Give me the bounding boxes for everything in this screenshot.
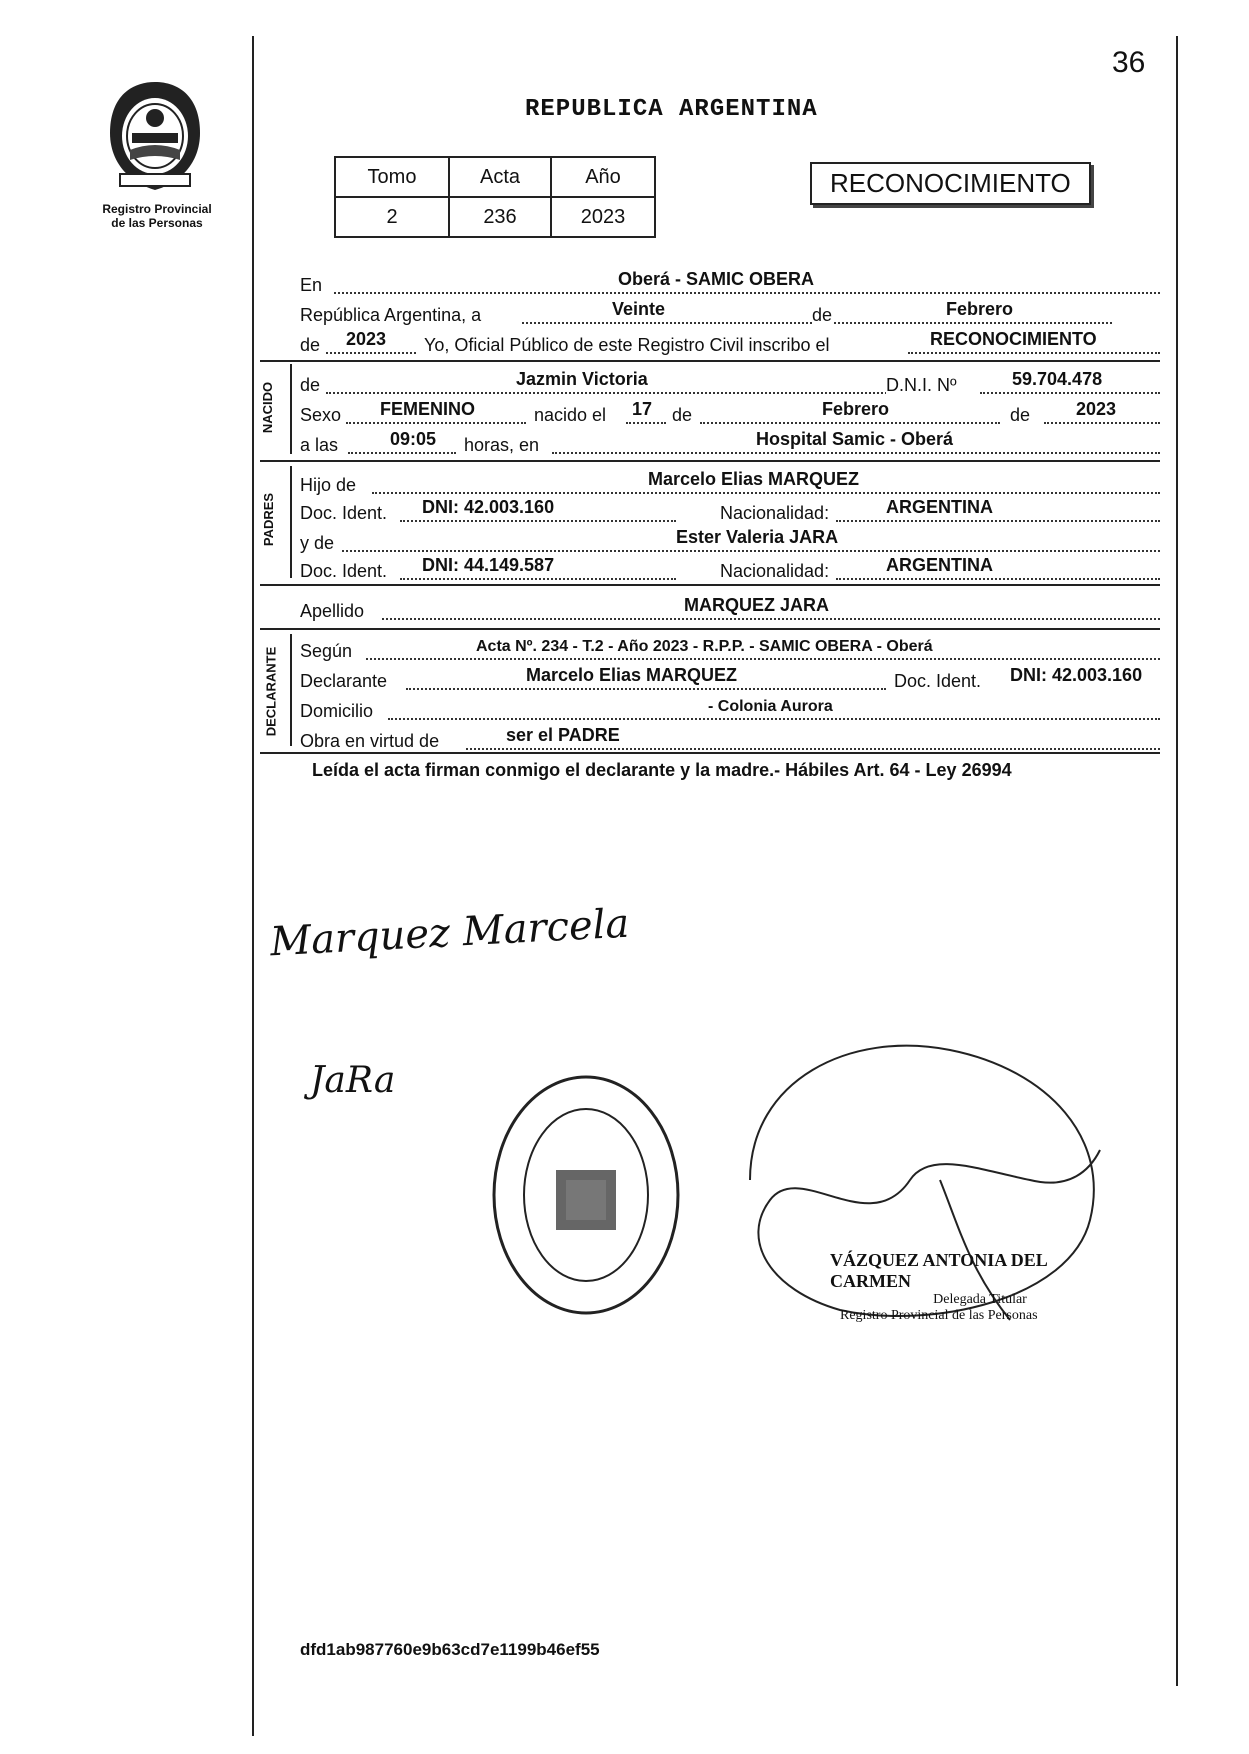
closing-note: Leída el acta firman conmigo el declarante y la madre.- Hábiles Art. 64 - Ley 26994 bbox=[312, 760, 1012, 780]
segun-label: Según bbox=[300, 641, 353, 661]
anio-header: Año bbox=[551, 157, 655, 197]
dni-label: D.N.I. Nº bbox=[886, 375, 957, 395]
row-sexo bbox=[300, 398, 1160, 428]
tomo-value: 2 bbox=[335, 197, 449, 237]
shield-emblem-icon bbox=[100, 78, 210, 198]
record-table bbox=[334, 156, 656, 238]
declarante-bottom-line bbox=[260, 752, 1160, 754]
hijo-label: Hijo de bbox=[300, 475, 357, 495]
birth-day-value: 17 bbox=[632, 399, 653, 419]
official-office: Registro Provincial de las Personas bbox=[840, 1308, 1038, 1323]
rep-label: República Argentina, a bbox=[300, 305, 482, 325]
row-mother-doc bbox=[300, 554, 1160, 584]
row-segun bbox=[300, 634, 1160, 664]
birth-year-value: 2023 bbox=[1076, 399, 1117, 419]
alas-label: a las bbox=[300, 435, 339, 455]
anio-value: 2023 bbox=[551, 197, 655, 237]
en-value: Oberá - SAMIC OBERA bbox=[618, 269, 815, 289]
father-doc-value: DNI: 42.003.160 bbox=[422, 497, 555, 517]
segun-value: Acta Nº. 234 - T.2 - Año 2023 - R.P.P. - SAMIC OBERA - Oberá bbox=[476, 638, 933, 655]
acta-header: Acta bbox=[449, 157, 551, 197]
row-hora bbox=[300, 428, 1160, 458]
row-inscribo bbox=[300, 328, 1160, 358]
declarante-value: Marcelo Elias MARQUEZ bbox=[526, 665, 738, 685]
row-hijo bbox=[300, 468, 1160, 498]
act-type-box: RECONOCIMIENTO bbox=[810, 162, 1091, 205]
inscribed-value: RECONOCIMIENTO bbox=[930, 329, 1097, 349]
birth-month-value: Febrero bbox=[822, 399, 890, 419]
mother-name-value: Ester Valeria JARA bbox=[676, 527, 839, 547]
mother-nac-label: Nacionalidad: bbox=[720, 561, 830, 581]
record-value-row bbox=[335, 197, 655, 237]
father-nac-label: Nacionalidad: bbox=[720, 503, 830, 523]
de2-label: de bbox=[300, 335, 321, 355]
domicilio-label: Domicilio bbox=[300, 701, 374, 721]
acta-value: 236 bbox=[449, 197, 551, 237]
province-logo bbox=[100, 78, 210, 198]
mother-nac-value: ARGENTINA bbox=[886, 555, 993, 575]
decl-doc-label: Doc. Ident. bbox=[894, 671, 982, 691]
horas-label: horas, en bbox=[464, 435, 540, 455]
de-label: de bbox=[812, 305, 833, 325]
nacido-top-line bbox=[260, 360, 1160, 362]
decl-doc-value: DNI: 42.003.160 bbox=[1010, 665, 1143, 685]
row-father-doc bbox=[300, 496, 1160, 526]
mother-signature bbox=[310, 1060, 395, 1101]
nacido-el-label: nacido el bbox=[534, 405, 607, 425]
official-role: Delegada Titular bbox=[933, 1292, 1027, 1307]
en-label: En bbox=[300, 275, 323, 295]
father-nac-value: ARGENTINA bbox=[886, 497, 993, 517]
row-declarante bbox=[300, 664, 1160, 694]
declarante-label: DECLARANTE bbox=[263, 646, 279, 737]
official-name: VÁZQUEZ ANTONIA DEL CARMEN bbox=[830, 1250, 1047, 1291]
row-nombre bbox=[300, 368, 1160, 398]
month-value: Febrero bbox=[946, 299, 1014, 319]
row-obra bbox=[300, 724, 1160, 754]
year-value: 2023 bbox=[346, 329, 387, 349]
row-fecha bbox=[300, 298, 1160, 328]
apellido-label: Apellido bbox=[300, 601, 365, 621]
sexo-value: FEMENINO bbox=[380, 399, 476, 419]
row-en bbox=[300, 268, 1160, 298]
nac-de-label: de bbox=[300, 375, 321, 395]
yde-label: y de bbox=[300, 533, 335, 553]
padres-label: PADRES bbox=[261, 492, 277, 547]
apellido-value: MARQUEZ JARA bbox=[684, 595, 830, 615]
mother-doc-label: Doc. Ident. bbox=[300, 561, 388, 581]
day-value: Veinte bbox=[612, 299, 666, 319]
right-margin-rule bbox=[1176, 36, 1178, 1686]
left-margin-rule bbox=[252, 36, 254, 1736]
page-number: 36 bbox=[1112, 46, 1146, 79]
father-name-value: Marcelo Elias MARQUEZ bbox=[648, 469, 860, 489]
official-block bbox=[830, 1250, 1130, 1324]
domicilio-value: - Colonia Aurora bbox=[708, 698, 833, 715]
declarante-top-line bbox=[260, 628, 1160, 630]
mother-doc-value: DNI: 44.149.587 bbox=[422, 555, 555, 575]
nac-de3-label: de bbox=[1010, 405, 1031, 425]
document-hash: dfd1ab987760e9b63cd7e1199b46ef55 bbox=[300, 1640, 600, 1659]
padres-top-line bbox=[260, 460, 1160, 462]
declarante-bracket bbox=[290, 634, 292, 746]
document-title: REPUBLICA ARGENTINA bbox=[525, 96, 818, 123]
nac-de2-label: de bbox=[672, 405, 693, 425]
record-header-row bbox=[335, 157, 655, 197]
child-dni-value: 59.704.478 bbox=[1012, 369, 1103, 389]
birth-time-value: 09:05 bbox=[390, 429, 437, 449]
logo-caption-line1: Registro Provincial bbox=[102, 202, 212, 216]
declarant-signature-text: Marquez Marcela bbox=[269, 900, 631, 966]
obra-value: ser el PADRE bbox=[506, 725, 620, 745]
declarante-field-label: Declarante bbox=[300, 671, 388, 691]
birth-place-value: Hospital Samic - Oberá bbox=[756, 429, 954, 449]
child-name-value: Jazmin Victoria bbox=[516, 369, 648, 389]
logo-caption bbox=[82, 202, 232, 230]
declarant-signature bbox=[269, 901, 630, 966]
father-doc-label: Doc. Ident. bbox=[300, 503, 388, 523]
officer-text: Yo, Oficial Público de este Registro Civil inscribo el bbox=[424, 335, 830, 355]
mother-signature-text: JaRa bbox=[310, 1060, 396, 1101]
logo-caption-line2: de las Personas bbox=[111, 216, 203, 230]
apellido-top-line bbox=[260, 584, 1160, 586]
padres-bracket bbox=[290, 466, 292, 578]
official-seal bbox=[486, 1070, 686, 1330]
sexo-label: Sexo bbox=[300, 405, 342, 425]
tomo-header: Tomo bbox=[335, 157, 449, 197]
row-apellido bbox=[300, 594, 1160, 624]
obra-label: Obra en virtud de bbox=[300, 731, 440, 751]
nacido-bracket bbox=[290, 364, 292, 454]
row-domicilio bbox=[300, 694, 1160, 724]
seal-stamp-icon bbox=[486, 1070, 686, 1330]
row-ymadre bbox=[300, 526, 1160, 556]
nacido-label: NACIDO bbox=[260, 381, 276, 434]
